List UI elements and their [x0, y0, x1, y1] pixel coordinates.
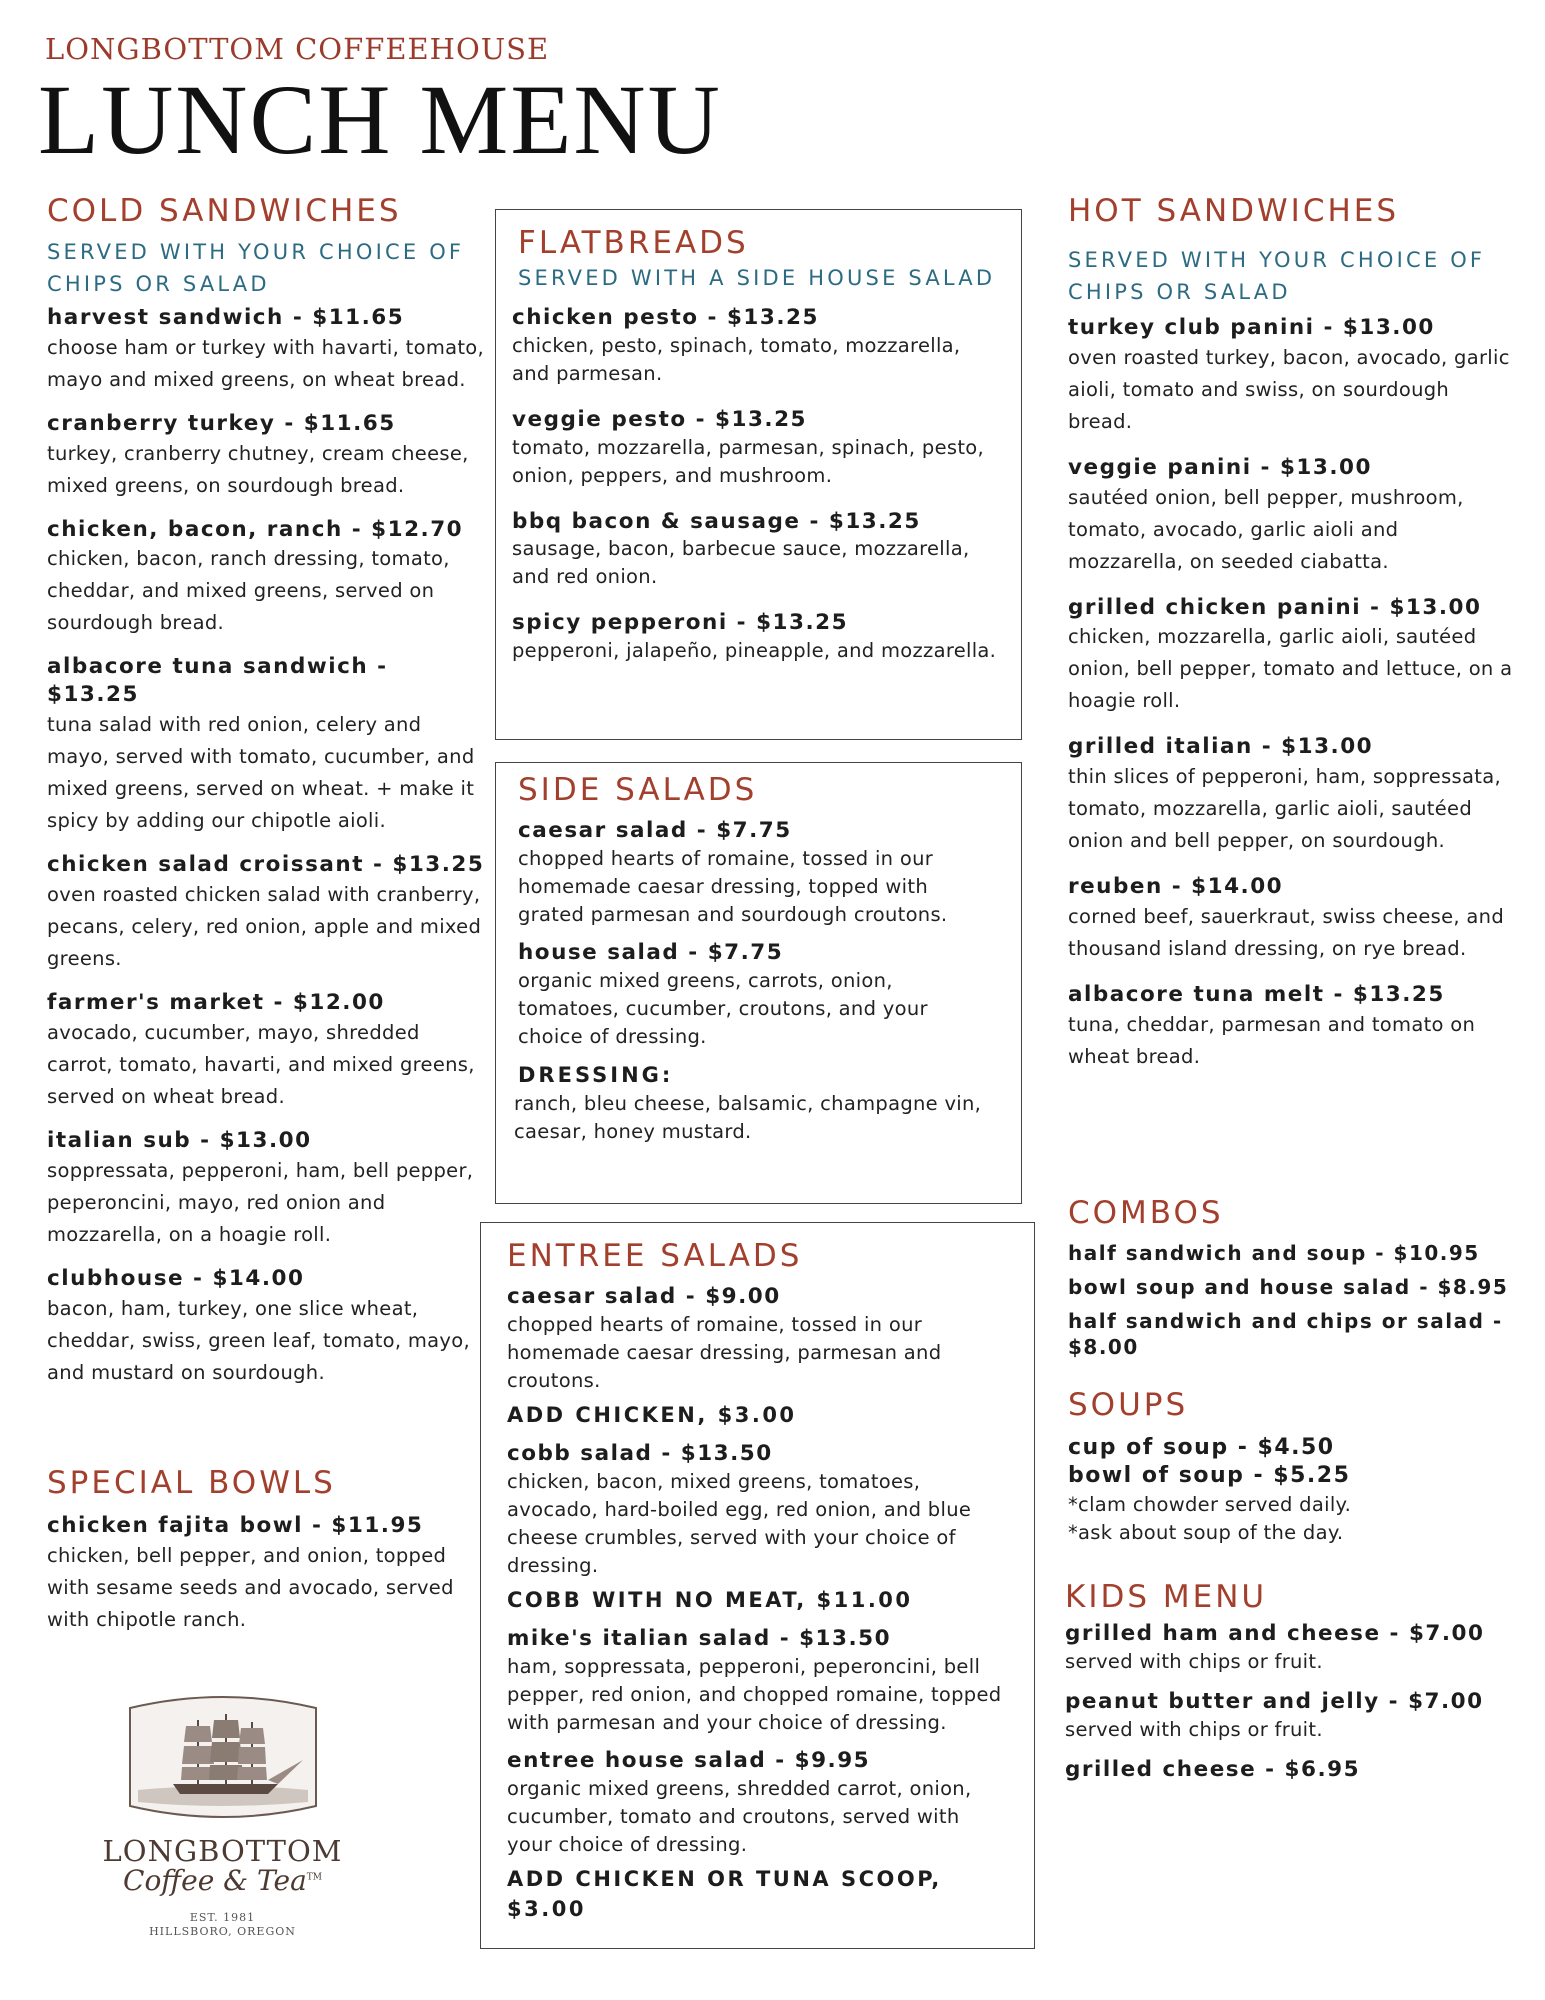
- menu-item-desc: tuna salad with red onion, celery and mayo, served with tomato, cucumber, and mixed greens, served on wheat. + make it spicy by adding our chipotle aioli.: [47, 713, 475, 833]
- menu-item-name: albacore tuna sandwich - $13.25: [47, 654, 388, 708]
- menu-item: [47, 653, 487, 837]
- menu-item-name: clubhouse - $14.00: [47, 1266, 305, 1292]
- menu-item-desc: sausage, bacon, barbecue sauce, mozzarella, and red onion.: [512, 537, 970, 589]
- section-title: SPECIAL BOWLS: [47, 1465, 336, 1501]
- combo-item: half sandwich and chips or salad - $8.00: [1068, 1308, 1503, 1359]
- combos-section: [1068, 1196, 1528, 1368]
- logo-location: HILLSBORO, OREGON: [149, 1925, 296, 1938]
- menu-item: [518, 817, 988, 929]
- menu-item-desc: sautéed onion, bell pepper, mushroom, tomato, avocado, garlic aioli and mozzarella, on seeded ciabatta.: [1068, 485, 1464, 573]
- menu-item-name: veggie panini - $13.00: [1068, 454, 1372, 480]
- logo-est-year: EST. 1981: [189, 1911, 256, 1924]
- brand-name: LONGBOTTOM COFFEEHOUSE: [45, 32, 550, 66]
- soups-list: [1068, 1434, 1518, 1491]
- section-title: COLD SANDWICHES: [47, 193, 402, 229]
- section-title: KIDS MENU: [1065, 1579, 1268, 1615]
- menu-item: [1068, 594, 1518, 718]
- menu-item-desc: ham, soppressata, pepperoni, peperoncini, bell pepper, red onion, and chopped romaine, topped with parmesan and your choice of dressing.: [507, 1655, 1002, 1735]
- soup-notes: [1068, 1491, 1518, 1547]
- flatbreads-section: [496, 210, 1021, 665]
- menu-item-name: grilled cheese - $6.95: [1065, 1756, 1361, 1782]
- menu-item-name: chicken fajita bowl - $11.95: [47, 1512, 424, 1538]
- menu-item-name: albacore tuna melt - $13.25: [1068, 982, 1445, 1008]
- menu-item-name: grilled chicken panini - $13.00: [1068, 594, 1482, 620]
- menu-item-desc: served with chips or fruit.: [1065, 1649, 1323, 1673]
- entree-salads-section: [481, 1223, 1007, 1924]
- longbottom-logo: [80, 1690, 365, 1939]
- section-title: SOUPS: [1068, 1387, 1189, 1423]
- menu-item: [1065, 1620, 1515, 1676]
- entree-salads-box: [480, 1222, 1035, 1949]
- menu-item-desc: oven roasted chicken salad with cranberry, pecans, celery, red onion, apple and mixed greens.: [47, 883, 482, 971]
- menu-item: [512, 406, 1002, 490]
- menu-item-desc: tuna, cheddar, parmesan and tomato on wheat bread.: [1068, 1013, 1476, 1069]
- menu-item-name: caesar salad - $7.75: [518, 817, 792, 843]
- menu-item-addon: COBB WITH NO MEAT, $11.00: [507, 1587, 913, 1612]
- logo-name: LONGBOTTOM: [102, 1834, 343, 1868]
- menu-item: [1065, 1756, 1515, 1784]
- dressing-title: DRESSING:: [518, 1062, 674, 1087]
- menu-item-name: entree house salad - $9.95: [507, 1748, 871, 1774]
- menu-item-desc: tomato, mozzarella, parmesan, spinach, pesto, onion, peppers, and mushroom.: [512, 435, 985, 487]
- menu-item-name: cranberry turkey - $11.65: [47, 410, 396, 436]
- hot-sandwiches-list: [1068, 314, 1518, 1074]
- kids-menu-list: [1065, 1620, 1515, 1784]
- entree-salads-list: [507, 1283, 1007, 1924]
- menu-item-name: house salad - $7.75: [518, 939, 784, 965]
- menu-item-name: italian sub - $13.00: [47, 1128, 312, 1154]
- menu-item-name: reuben - $14.00: [1068, 874, 1284, 900]
- menu-item-desc: pepperoni, jalapeño, pineapple, and mozzarella.: [512, 639, 997, 663]
- section-title: ENTREE SALADS: [507, 1238, 803, 1274]
- menu-item-desc: avocado, cucumber, mayo, shredded carrot, tomato, havarti, and mixed greens, served on wheat bread.: [47, 1021, 475, 1109]
- logo-est: [80, 1911, 365, 1939]
- combo-item: half sandwich and soup - $10.95: [1068, 1240, 1480, 1265]
- menu-item-desc: served with chips or fruit.: [1065, 1717, 1323, 1741]
- menu-item-desc: soppressata, pepperoni, ham, bell pepper, peperoncini, mayo, red onion and mozzarella, on a hoagie roll.: [47, 1159, 474, 1247]
- page-title: LUNCH MENU: [38, 64, 722, 175]
- section-subtitle: SERVED WITH A SIDE HOUSE SALAD: [518, 265, 996, 290]
- menu-item-name: peanut butter and jelly - $7.00: [1065, 1688, 1484, 1714]
- logo-tm: TM: [306, 1872, 322, 1883]
- section-title: HOT SANDWICHES: [1068, 193, 1400, 229]
- menu-item-name: spicy pepperoni - $13.25: [512, 610, 849, 636]
- menu-item-name: chicken, bacon, ranch - $12.70: [47, 516, 464, 542]
- flatbreads-box: [495, 209, 1022, 740]
- section-title: FLATBREADS: [518, 225, 749, 261]
- menu-item-name: chicken salad croissant - $13.25: [47, 852, 485, 878]
- side-salads-section: [496, 763, 988, 1146]
- menu-item-desc: chicken, mozzarella, garlic aioli, sautéed onion, bell pepper, tomato and lettuce, on a hoagie roll.: [1068, 625, 1513, 713]
- logo-script: [80, 1864, 365, 1897]
- menu-item-desc: choose ham or turkey with havarti, tomato, mayo and mixed greens, on wheat bread.: [47, 335, 485, 391]
- menu-item-name: caesar salad - $9.00: [507, 1283, 781, 1309]
- cold-sandwiches-list: [47, 304, 487, 1389]
- menu-item: [507, 1747, 1007, 1924]
- menu-item: [1068, 454, 1518, 578]
- menu-item-name: cobb salad - $13.50: [507, 1440, 773, 1466]
- soup-item: bowl of soup - $5.25: [1068, 1463, 1351, 1489]
- menu-item-name: farmer's market - $12.00: [47, 990, 385, 1016]
- section-title: COMBOS: [1068, 1195, 1224, 1231]
- dressing-desc: ranch, bleu cheese, balsamic, champagne vin, caesar, honey mustard.: [514, 1091, 982, 1143]
- menu-item: [1068, 981, 1518, 1073]
- menu-item-name: veggie pesto - $13.25: [512, 406, 807, 432]
- menu-item: [512, 508, 1002, 592]
- menu-item: [518, 939, 988, 1051]
- section-subtitle: SERVED WITH YOUR CHOICE OF CHIPS OR SALAD: [47, 239, 465, 296]
- menu-item-desc: chicken, bell pepper, and onion, topped with sesame seeds and avocado, served with chipotle ranch.: [47, 1543, 454, 1631]
- special-bowls-section: [47, 1466, 477, 1646]
- section-subtitle: SERVED WITH YOUR CHOICE OF CHIPS OR SALAD: [1068, 247, 1486, 304]
- menu-item-addon: ADD CHICKEN OR TUNA SCOOP, $3.00: [507, 1867, 942, 1921]
- side-salads-box: [495, 762, 1022, 1204]
- menu-item-desc: chicken, pesto, spinach, tomato, mozzarella, and parmesan.: [512, 333, 961, 385]
- hot-sandwiches-section: [1068, 194, 1518, 1089]
- menu-item: [47, 304, 487, 396]
- menu-item: [47, 851, 487, 975]
- menu-item-desc: corned beef, sauerkraut, swiss cheese, and thousand island dressing, on rye bread.: [1068, 905, 1504, 961]
- menu-item-addon: ADD CHICKEN, $3.00: [507, 1402, 797, 1427]
- menu-item-desc: oven roasted turkey, bacon, avocado, garlic aioli, tomato and swiss, on sourdough bread.: [1068, 345, 1510, 433]
- menu-item: [1068, 873, 1518, 965]
- menu-item-desc: chicken, bacon, ranch dressing, tomato, cheddar, and mixed greens, served on sourdough bread.: [47, 547, 450, 635]
- menu-item-desc: organic mixed greens, shredded carrot, onion, cucumber, tomato and croutons, served with your choice of dressing.: [507, 1777, 972, 1857]
- menu-item: [47, 989, 487, 1113]
- menu-item-name: grilled ham and cheese - $7.00: [1065, 1620, 1485, 1646]
- combos-list: [1068, 1240, 1528, 1360]
- flatbreads-list: [512, 304, 1002, 666]
- menu-item-desc: chopped hearts of romaine, tossed in our homemade caesar dressing, parmesan and croutons.: [507, 1312, 942, 1392]
- kids-menu-section: [1065, 1580, 1515, 1795]
- menu-item: [47, 1127, 487, 1251]
- menu-item-desc: bacon, ham, turkey, one slice wheat, cheddar, swiss, green leaf, tomato, mayo, and mustard on sourdough.: [47, 1297, 470, 1385]
- menu-item: [507, 1440, 1007, 1615]
- menu-item: [47, 1265, 487, 1389]
- soup-note: *clam chowder served daily.: [1068, 1492, 1352, 1516]
- menu-item-desc: chopped hearts of romaine, tossed in our homemade caesar dressing, topped with grated parmesan and sourdough croutons.: [518, 846, 948, 926]
- menu-item: [1068, 733, 1518, 857]
- menu-item: [507, 1283, 1007, 1430]
- menu-item: [507, 1625, 1007, 1737]
- menu-item-name: harvest sandwich - $11.65: [47, 304, 405, 330]
- menu-item: [47, 516, 487, 640]
- soup-item: cup of soup - $4.50: [1068, 1434, 1335, 1460]
- menu-item: [47, 410, 487, 502]
- menu-item-desc: chicken, bacon, mixed greens, tomatoes, avocado, hard-boiled egg, red onion, and blue cheese crumbles, served with your choice of dressing.: [507, 1469, 972, 1577]
- cold-sandwiches-section: [47, 194, 487, 1403]
- menu-item: [512, 609, 1002, 665]
- sailing-ship-icon: [118, 1690, 328, 1830]
- menu-item-desc: thin slices of pepperoni, ham, soppressata, tomato, mozzarella, garlic aioli, sautéed onion and bell pepper, on sourdough.: [1068, 765, 1501, 853]
- special-bowls-list: [47, 1512, 477, 1636]
- side-salads-list: [518, 817, 988, 1051]
- menu-item-name: turkey club panini - $13.00: [1068, 314, 1435, 340]
- menu-item: [1068, 314, 1518, 438]
- logo-script-text: Coffee & Tea: [123, 1864, 307, 1897]
- menu-item-name: bbq bacon & sausage - $13.25: [512, 508, 921, 534]
- menu-item-desc: turkey, cranberry chutney, cream cheese, mixed greens, on sourdough bread.: [47, 441, 469, 497]
- menu-item-name: chicken pesto - $13.25: [512, 304, 819, 330]
- menu-item: [512, 304, 1002, 388]
- menu-item: [1065, 1688, 1515, 1744]
- combo-item: bowl soup and house salad - $8.95: [1068, 1274, 1509, 1299]
- menu-item-name: grilled italian - $13.00: [1068, 734, 1374, 760]
- menu-item: [47, 1512, 477, 1636]
- section-title: SIDE SALADS: [518, 772, 758, 808]
- soup-note: *ask about soup of the day.: [1068, 1520, 1344, 1544]
- menu-item-name: mike's italian salad - $13.50: [507, 1626, 892, 1652]
- soups-section: [1068, 1388, 1518, 1547]
- menu-item-desc: organic mixed greens, carrots, onion, tomatoes, cucumber, croutons, and your choice of dressing.: [518, 968, 928, 1048]
